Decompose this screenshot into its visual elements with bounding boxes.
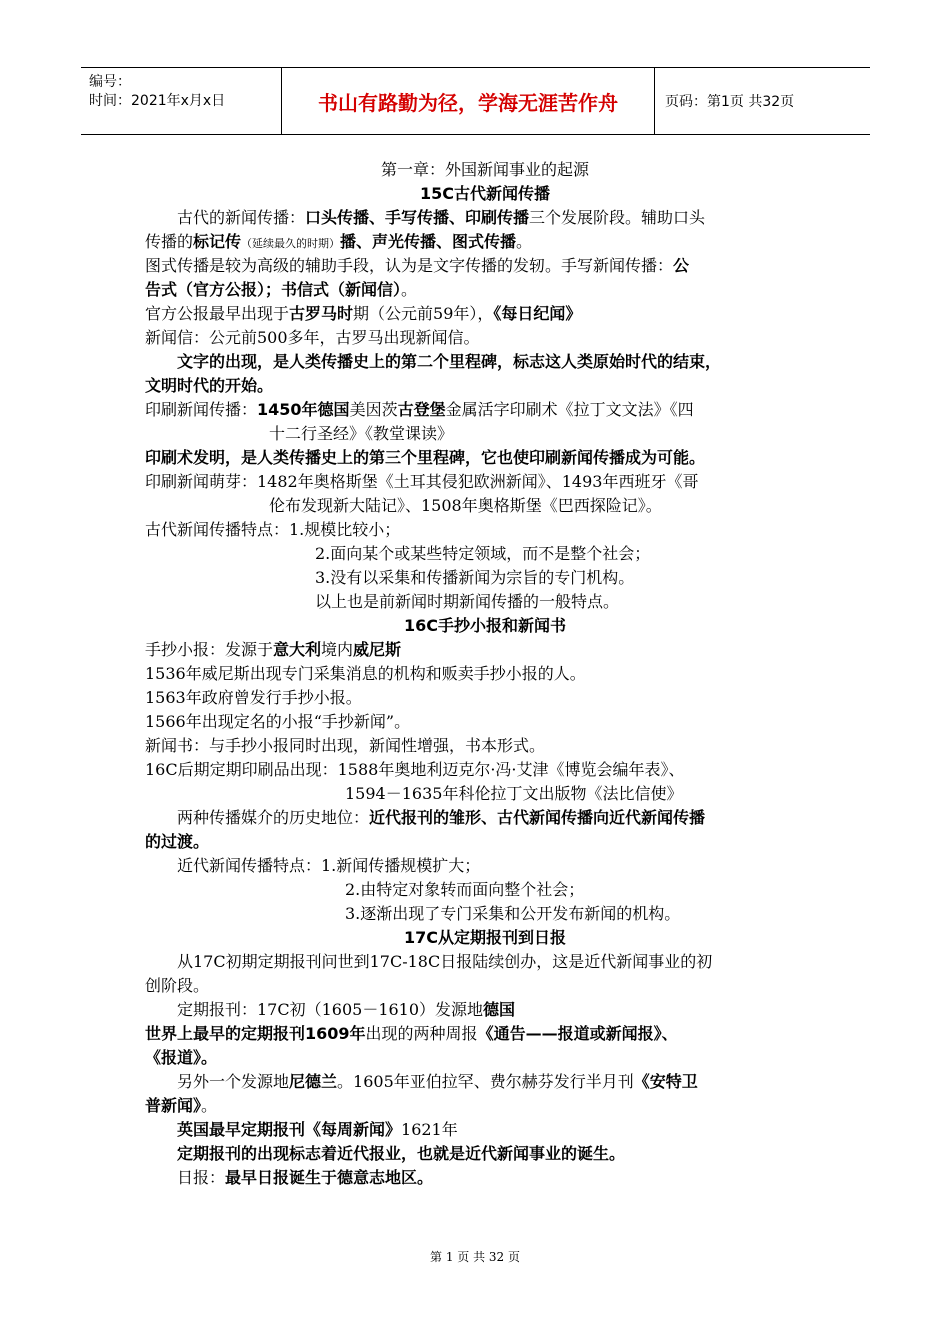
text-line: 古代新闻传播特点：1.规模比较小；	[145, 520, 401, 539]
text-line: 传播的标记传（延续最久的时期）播、声光传播、图式传播。	[145, 232, 533, 251]
text-line: 的过渡。	[145, 832, 210, 851]
text-line: 近代新闻传播特点：1.新闻传播规模扩大；	[177, 856, 481, 875]
text-line: 新闻书：与手抄小报同时出现，新闻性增强，书本形式。	[145, 736, 546, 755]
text-line: 告式（官方公报）；书信式（新闻信）。	[145, 280, 418, 299]
text-line: 1536年威尼斯出现专门采集消息的机构和贩卖手抄小报的人。	[145, 664, 586, 683]
header-meta	[81, 68, 281, 134]
number-label: 编号：	[89, 74, 131, 90]
time-label: 时间：2021年x月x日	[89, 93, 226, 109]
text-line: 以上也是前新闻时期新闻传播的一般特点。	[315, 592, 620, 611]
text-line: 2.由特定对象转而面向整个社会；	[345, 880, 585, 899]
text-line: 手抄小报：发源于意大利境内威尼斯	[145, 640, 402, 659]
header-page-info: 页码：第1页 共32页	[665, 94, 795, 110]
text-line: 新闻信：公元前500多年，古罗马出现新闻信。	[145, 328, 480, 347]
text-line: 世界上最早的定期报刊1609年出现的两种周报《通告——报道或新闻报》、	[145, 1024, 678, 1043]
text-line: 文字的出现，是人类传播史上的第二个里程碑，标志这人类原始时代的结束，	[177, 352, 722, 371]
text-line: 普新闻》。	[145, 1096, 218, 1115]
header-motto: 书山有路勤为径，学海无涯苦作舟	[281, 68, 655, 134]
text-line: 16C后期定期印刷品出现：1588年奥地利迈克尔·冯·艾津《博览会编年表》、	[145, 760, 685, 779]
section-heading: 17C从定期报刊到日报	[403, 928, 566, 947]
document-body	[145, 158, 825, 1190]
text-line: 官方公报最早出现于古罗马时期（公元前59年），《每日纪闻》	[145, 304, 582, 323]
text-line: 从17C初期定期报刊问世到17C-18C日报陆续创办，这是近代新闻事业的初	[177, 952, 713, 971]
text-line: 伦布发现新大陆记》、1508年奥格斯堡《巴西探险记》。	[269, 496, 662, 515]
text-line: 十二行圣经》《教堂课读》	[269, 424, 454, 443]
text-line: 印刷新闻萌芽：1482年奥格斯堡《土耳其侵犯欧洲新闻》、1493年西班牙《哥	[145, 472, 699, 491]
text-line: 3.逐渐出现了专门采集和公开发布新闻的机构。	[345, 904, 681, 923]
section-heading: 16C手抄小报和新闻书	[403, 616, 566, 635]
text-line: 1566年出现定名的小报“手抄新闻”。	[145, 712, 411, 731]
text-line: 定期报刊：17C初（1605－1610）发源地德国	[177, 1000, 516, 1019]
text-line: 文明时代的开始。	[145, 376, 274, 395]
section-heading: 15C古代新闻传播	[419, 184, 550, 203]
text-line: 2.面向某个或某些特定领域，而不是整个社会；	[315, 544, 651, 563]
page-footer: 第 1 页 共 32 页	[430, 1250, 520, 1264]
text-line: 两种传播媒介的历史地位：近代报刊的雏形、古代新闻传播向近代新闻传播	[177, 808, 706, 827]
text-line: 印刷新闻传播：1450年德国美因茨古登堡金属活字印刷术《拉丁文文法》《四	[145, 400, 694, 419]
text-line: 1563年政府曾发行手抄小报。	[145, 688, 362, 707]
header-table	[81, 67, 870, 135]
chapter-title: 第一章：外国新闻事业的起源	[380, 160, 589, 179]
text-line: 定期报刊的出现标志着近代报业，也就是近代新闻事业的诞生。	[177, 1144, 626, 1163]
text-line: 《报道》。	[145, 1048, 218, 1067]
text-line: 创阶段。	[145, 976, 210, 995]
text-line: 古代的新闻传播：口头传播、手写传播、印刷传播三个发展阶段。辅助口头	[177, 208, 706, 227]
text-line: 印刷术发明，是人类传播史上的第三个里程碑，它也使印刷新闻传播成为可能。	[145, 448, 706, 467]
text-line: 1594－1635年科伦拉丁文出版物《法比信使》	[345, 784, 683, 803]
text-line: 日报：最早日报诞生于德意志地区。	[177, 1168, 434, 1187]
text-line: 英国最早定期报刊《每周新闻》1621年	[177, 1120, 458, 1139]
text-line: 3.没有以采集和传播新闻为宗旨的专门机构。	[315, 568, 635, 587]
text-line: 另外一个发源地尼德兰。1605年亚伯拉罕、费尔赫芬发行半月刊《安特卫	[177, 1072, 698, 1091]
text-line: 图式传播是较为高级的辅助手段，认为是文字传播的发轫。手写新闻传播：公	[145, 256, 690, 275]
